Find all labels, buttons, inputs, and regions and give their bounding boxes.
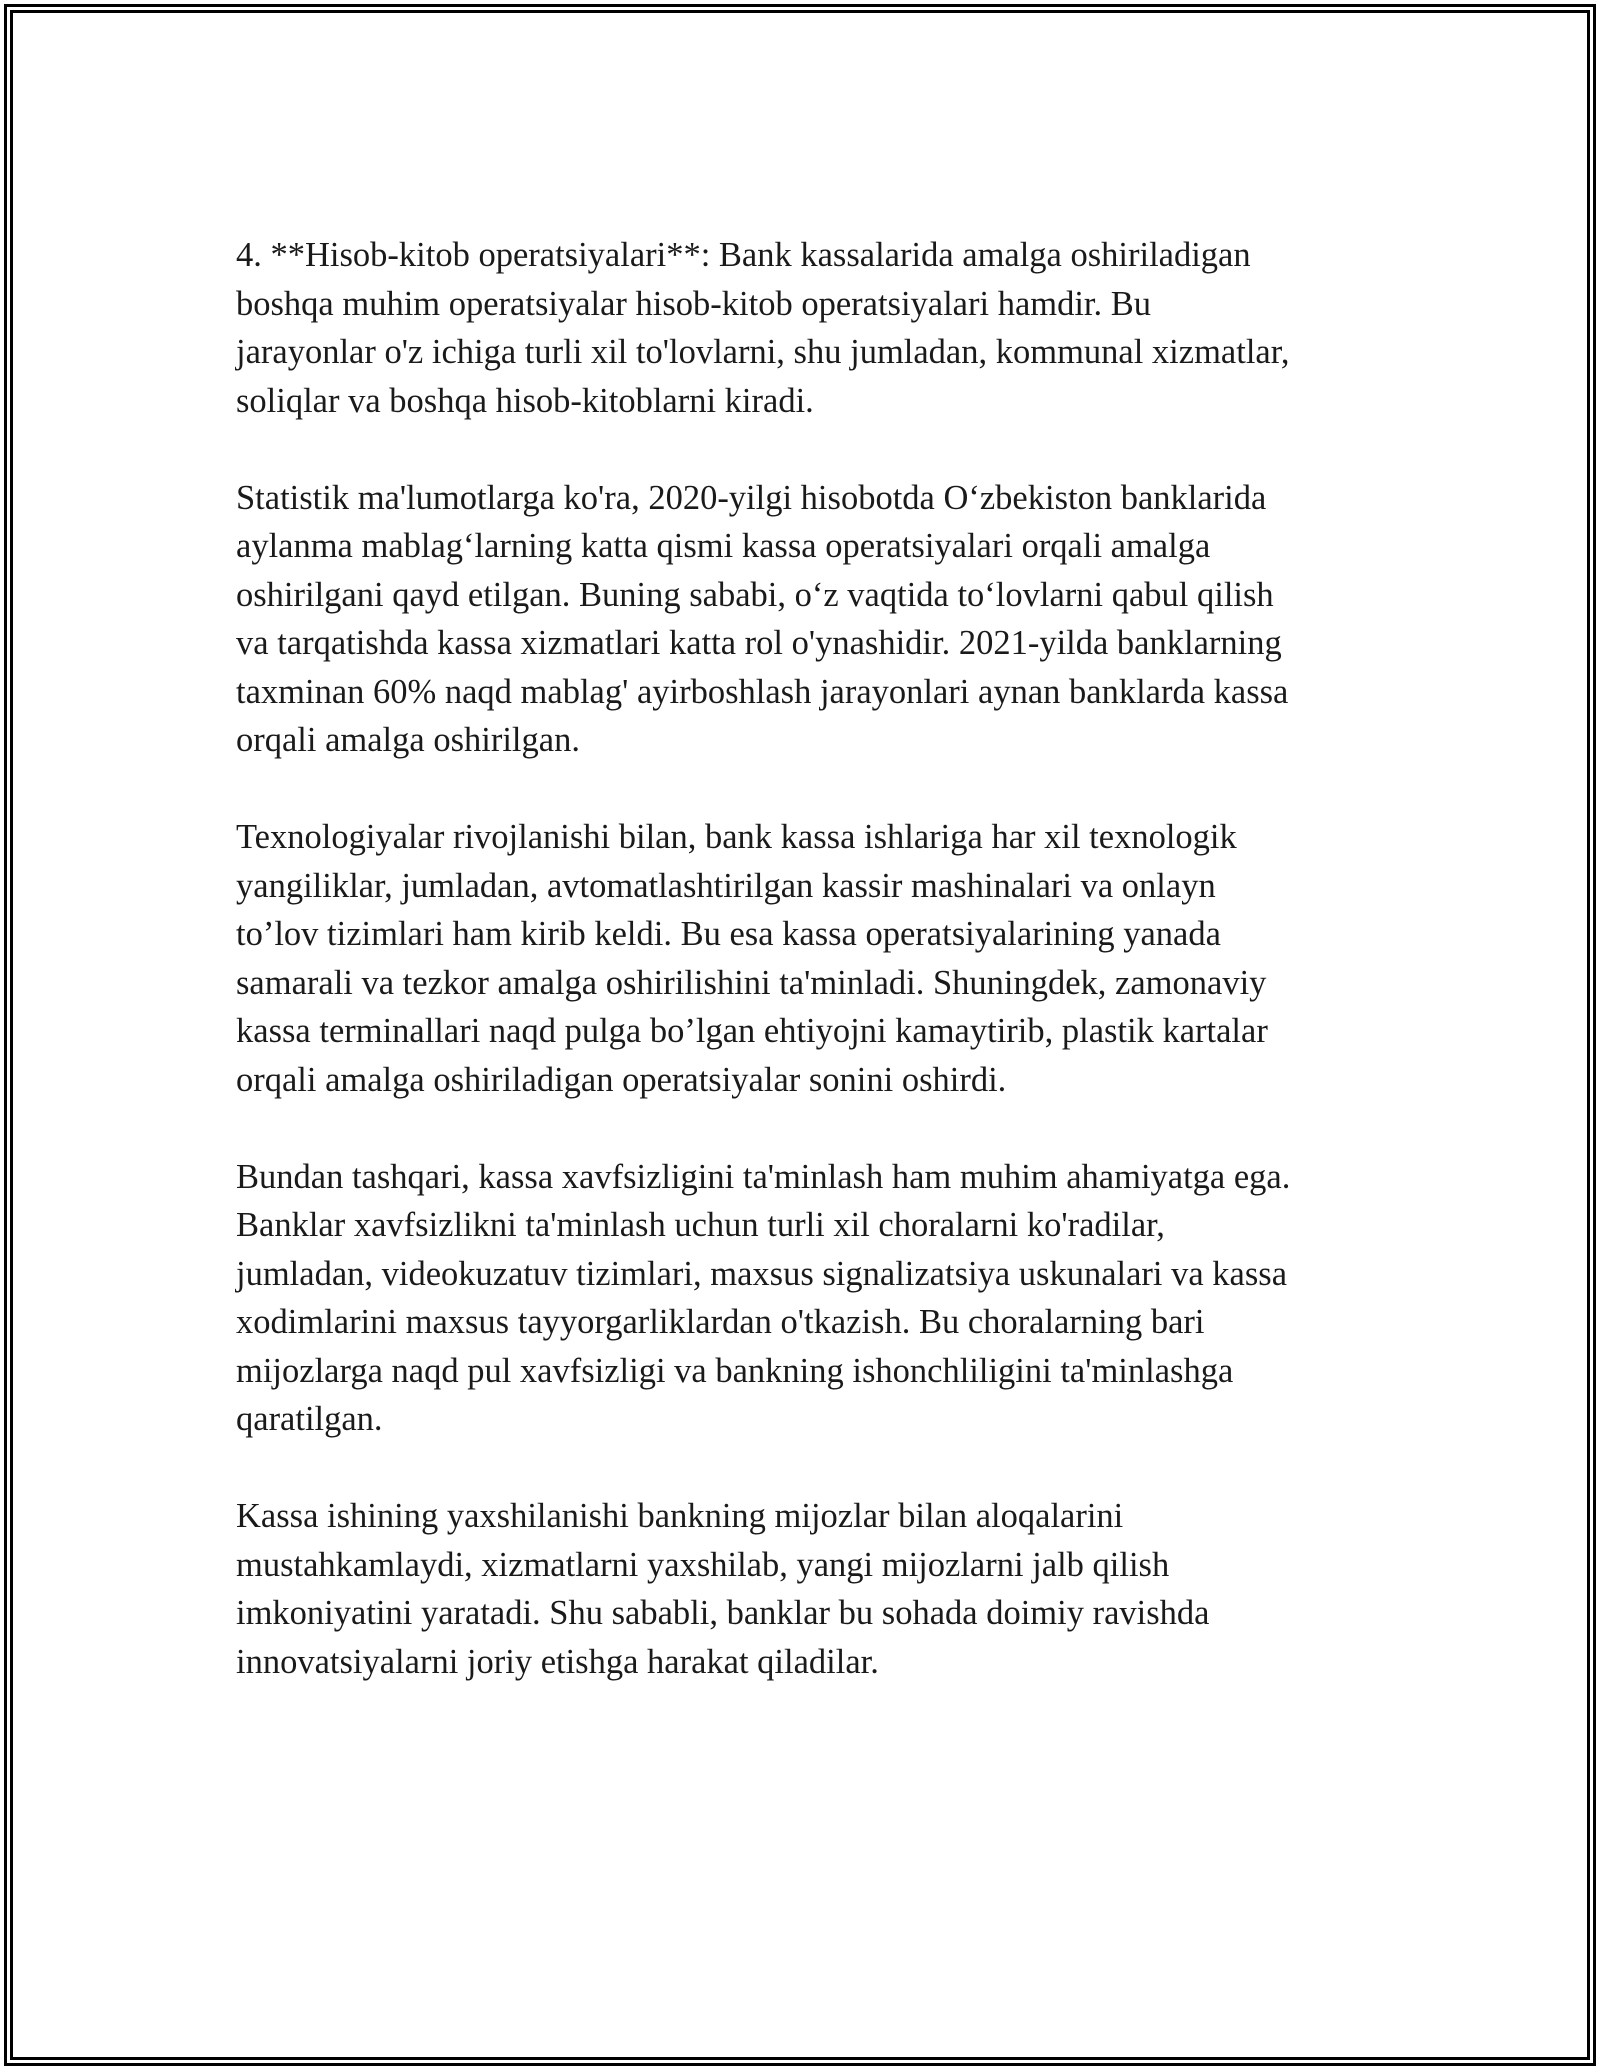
text-line: Banklar xavfsizlikni ta'minlash uchun turli xil choralarni ko'radilar,: [236, 1206, 1165, 1244]
text-line: Kassa ishining yaxshilanishi bankning mijozlar bilan aloqalarini: [236, 1497, 1124, 1535]
text-line: taxminan 60% naqd mablag' ayirboshlash jarayonlari aynan banklarda kassa: [236, 672, 1289, 711]
paragraph-technology: [236, 813, 1366, 1104]
text-line: Texnologiyalar rivojlanishi bilan, bank kassa ishlariga har xil texnologik: [236, 818, 1237, 856]
document-body: [236, 231, 1366, 1735]
text-line: orqali amalga oshirilgan.: [236, 721, 580, 759]
paragraph-security: [236, 1153, 1366, 1444]
text-line: to’lov tizimlari ham kirib keldi. Bu esa kassa operatsiyalarining yanada: [236, 915, 1221, 953]
text-line: orqali amalga oshiriladigan operatsiyalar sonini oshirdi.: [236, 1060, 1007, 1099]
text-line: Statistik ma'lumotlarga ko'ra, 2020-yilgi hisobotda Oʻzbekiston banklarida: [236, 478, 1267, 517]
text-line: jumladan, videokuzatuv tizimlari, maxsus signalizatsiya uskunalari va kassa: [236, 1254, 1288, 1293]
text-line: Bundan tashqari, kassa xavfsizligini ta'minlash ham muhim ahamiyatga ega.: [236, 1157, 1291, 1196]
paragraph-improvement: [236, 1492, 1366, 1686]
text-line: imkoniyatini yaratadi. Shu sababli, banklar bu sohada doimiy ravishda: [236, 1594, 1210, 1632]
text-line: mijozlarga naqd pul xavfsizligi va bankning ishonchliligini ta'minlashga: [236, 1351, 1234, 1390]
paragraph-settlement-operations: [236, 231, 1366, 425]
paragraph-statistics: [236, 474, 1366, 765]
text-line: boshqa muhim operatsiyalar hisob-kitob operatsiyalari hamdir. Bu: [236, 284, 1152, 323]
text-line: jarayonlar o'z ichiga turli xil to'lovlarni, shu jumladan, kommunal xizmatlar,: [236, 333, 1290, 371]
text-line: samarali va tezkor amalga oshirilishini ta'minladi. Shuningdek, zamonaviy: [236, 963, 1267, 1002]
text-line: yangiliklar, jumladan, avtomatlashtirilgan kassir mashinalari va onlayn: [236, 866, 1216, 905]
text-line: kassa terminallari naqd pulga bo’lgan ehtiyojni kamaytirib, plastik kartalar: [236, 1012, 1268, 1050]
text-line: mustahkamlaydi, xizmatlarni yaxshilab, yangi mijozlarni jalb qilish: [236, 1545, 1170, 1584]
text-line: va tarqatishda kassa xizmatlari katta rol o'ynashidir. 2021-yilda banklarning: [236, 624, 1282, 662]
text-line: soliqlar va boshqa hisob-kitoblarni kiradi.: [236, 381, 814, 420]
text-line: innovatsiyalarni joriy etishga harakat qiladilar.: [236, 1642, 879, 1681]
text-line: aylanma mablagʻlarning katta qismi kassa operatsiyalari orqali amalga: [236, 527, 1211, 565]
text-line: qaratilgan.: [236, 1400, 383, 1438]
text-line: oshirilgani qayd etilgan. Buning sababi, oʻz vaqtida toʻlovlarni qabul qilish: [236, 575, 1274, 614]
text-line: 4. **Hisob-kitob operatsiyalari**: Bank kassalarida amalga oshiriladigan: [236, 236, 1251, 274]
text-line: xodimlarini maxsus tayyorgarliklardan o'tkazish. Bu choralarning bari: [236, 1303, 1205, 1341]
